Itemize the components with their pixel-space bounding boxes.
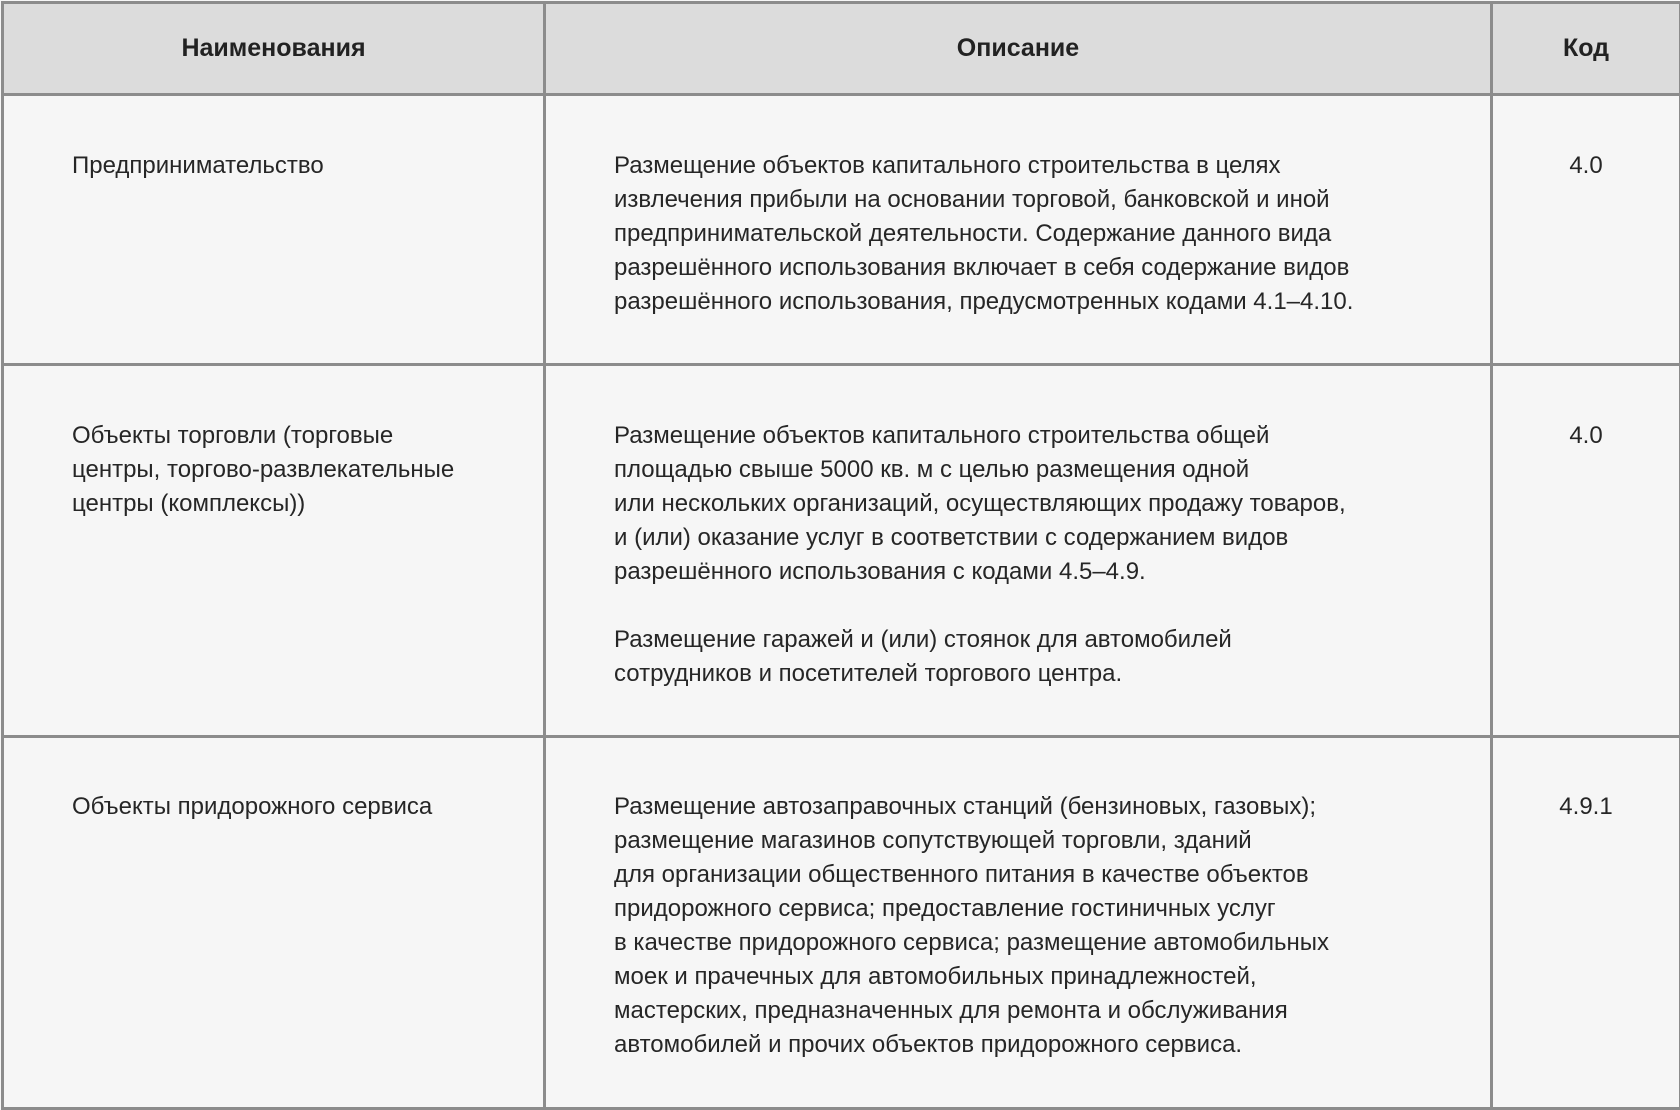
description-cell [545, 95, 1492, 365]
land-use-table [1, 1, 1680, 1110]
row-name: Объекты торговли (торговые центры, торгово-развлекательные центры (комплексы)) [72, 419, 503, 521]
description-cell [545, 737, 1492, 1109]
table-body [3, 95, 1680, 1109]
row-description: Размещение автозаправочных станций (бензиновых, газовых); размещение магазинов сопутствующей торговли, зданий для организации общественного питания в качестве объектов придорожного сервиса; предоставление гостиничных услуг в качестве придорожного сервиса; размещение автомобильных моек и прачечных для автомобильных принадлежностей, мастерских, предназначенных для ремонта и обслуживания автомобилей и прочих объектов придорожного сервиса. [614, 790, 1450, 1062]
table-row [3, 737, 1680, 1109]
name-cell [3, 737, 545, 1109]
header-row [3, 3, 1680, 95]
table-header [3, 3, 1680, 95]
row-code: 4.0 [1492, 365, 1680, 737]
name-cell [3, 365, 545, 737]
header-description: Описание [545, 3, 1492, 95]
row-name: Предпринимательство [72, 149, 503, 183]
header-name: Наименования [3, 3, 545, 95]
row-description: Размещение объектов капитального строительства общей площадью свыше 5000 кв. м с целью размещения одной или нескольких организаций, осуществляющих продажу товаров, и (или) оказание услуг в соответствии с содержанием видов разрешённого использования с кодами 4.5–4.9. [614, 419, 1450, 589]
description-cell [545, 365, 1492, 737]
header-code: Код [1492, 3, 1680, 95]
row-code: 4.0 [1492, 95, 1680, 365]
row-description: Размещение объектов капитального строительства в целях извлечения прибыли на основании торговой, банковской и иной предпринимательской деятельности. Содержание данного вида разрешённого использования включает в себя содержание видов разрешённого использования, предусмотренных кодами 4.1–4.10. [614, 149, 1450, 319]
row-description-extra: Размещение гаражей и (или) стоянок для автомобилей сотрудников и посетителей торгового центра. [614, 623, 1450, 691]
row-name: Объекты придорожного сервиса [72, 790, 503, 824]
row-code: 4.9.1 [1492, 737, 1680, 1109]
table-row [3, 95, 1680, 365]
table-row [3, 365, 1680, 737]
name-cell [3, 95, 545, 365]
